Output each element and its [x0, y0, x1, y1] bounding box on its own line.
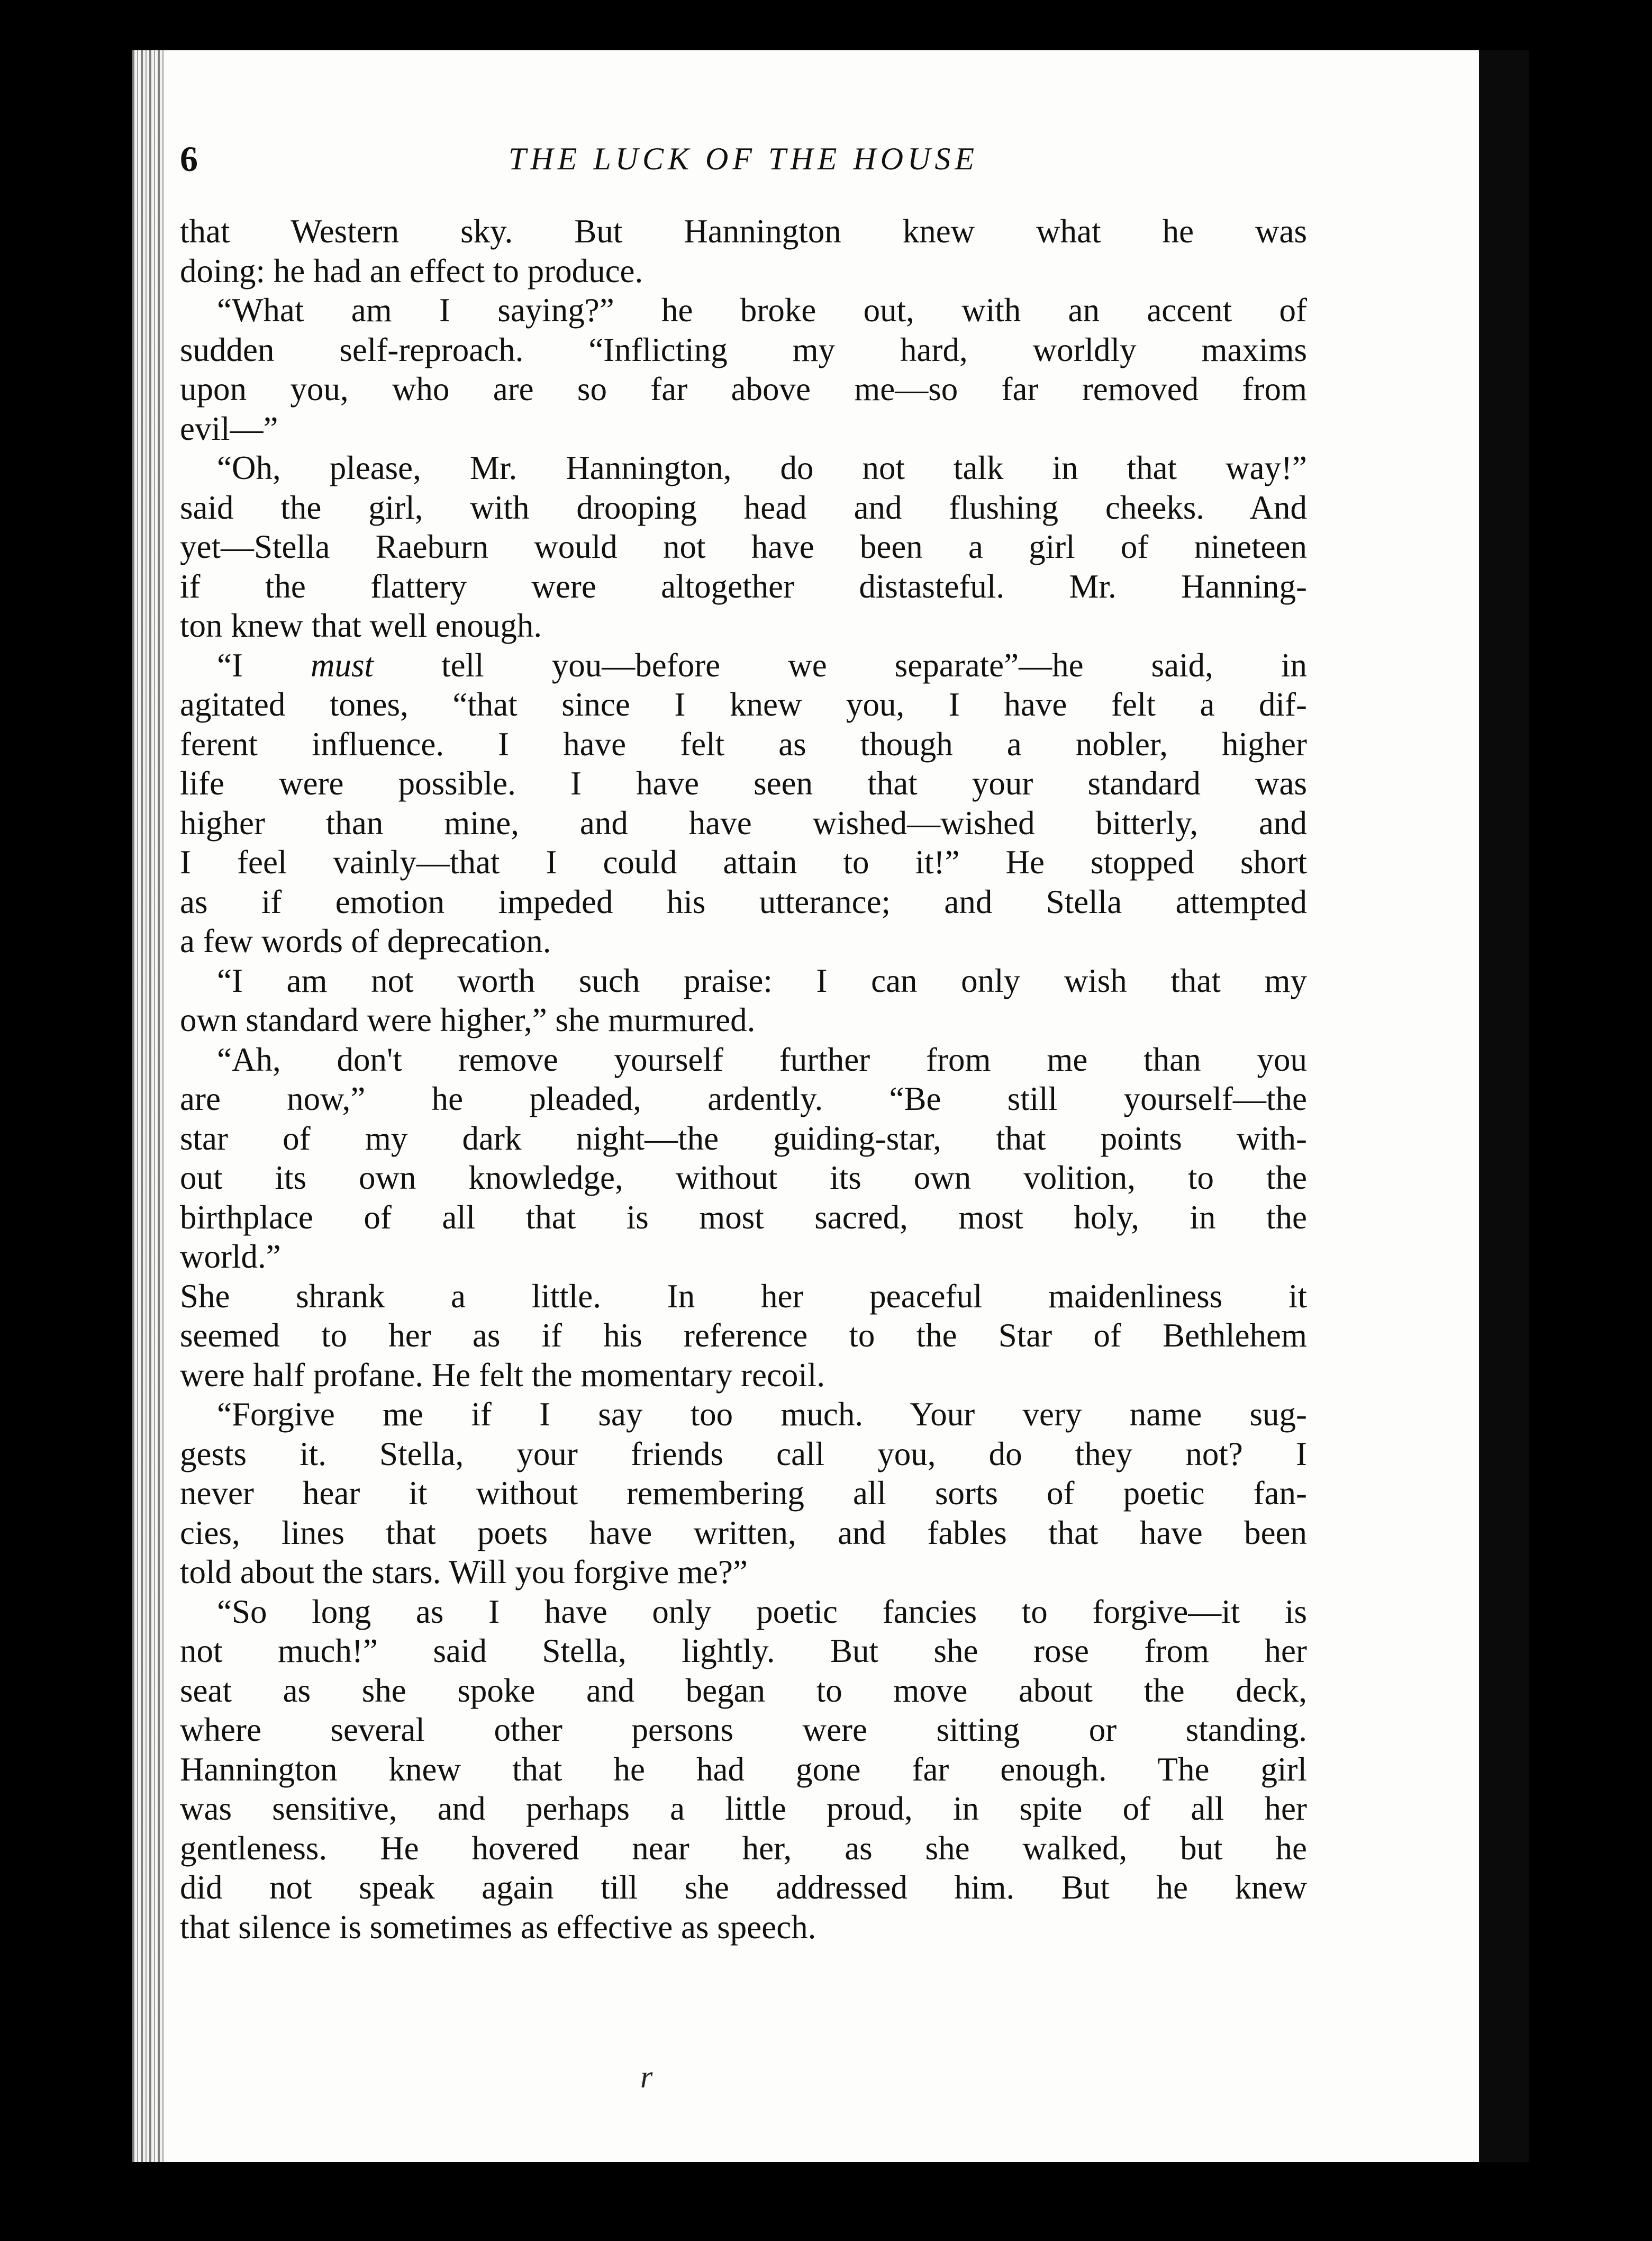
text-line: gests it. Stella, your friends call you, do they not? I: [180, 1435, 1307, 1472]
text-line: as if emotion impeded his utterance; and Stella attempted: [180, 883, 1307, 920]
text-line: was sensitive, and perhaps a little proud, in spite of all her: [180, 1790, 1307, 1827]
signature-mark: r: [640, 2059, 653, 2094]
text-line: never hear it without remembering all sorts of poetic fan-: [180, 1475, 1307, 1512]
text-span: “I: [217, 646, 311, 684]
text-line: out its own knowledge, without its own volition, to the: [180, 1159, 1307, 1196]
page-binding-edge: [132, 50, 164, 2162]
text-line: yet—Stella Raeburn would not have been a girl of nineteen: [180, 528, 1307, 565]
book-title: THE LUCK OF THE HOUSE: [508, 141, 979, 176]
text-line: “I am not worth such praise: I can only wish that my: [217, 962, 1307, 999]
text-span: tell you—before we separate”—he said, in: [374, 646, 1307, 684]
text-line: if the flattery were altogether distasteful. Mr. Hanning-: [180, 567, 1307, 605]
text-line: a few words of deprecation.: [180, 923, 551, 960]
text-line: seemed to her as if his reference to the Star of Bethlehem: [180, 1317, 1307, 1354]
text-body: [180, 212, 1307, 1947]
text-line: ton knew that well enough.: [180, 607, 542, 644]
text-line: “What am I saying?” he broke out, with an accent of: [217, 292, 1307, 329]
text-line: doing: he had an effect to produce.: [180, 252, 643, 290]
text-line: seat as she spoke and began to move about the deck,: [180, 1671, 1307, 1709]
text-line: evil—”: [180, 410, 278, 447]
text-line: did not speak again till she addressed him. But he knew: [180, 1869, 1307, 1906]
text-line: where several other persons were sitting or standing.: [180, 1711, 1307, 1748]
text-line: cies, lines that poets have written, and fables that have been: [180, 1514, 1307, 1551]
text-line: were half profane. He felt the momentary recoil.: [180, 1356, 825, 1394]
text-line: birthplace of all that is most sacred, most holy, in the: [180, 1198, 1307, 1236]
text-line: world.”: [180, 1238, 281, 1275]
text-line: star of my dark night—the guiding-star, that points with-: [180, 1119, 1307, 1157]
text-line: “So long as I have only poetic fancies to forgive—it is: [217, 1593, 1307, 1630]
text-line: sudden self-reproach. “Inflicting my hard, worldly maxims: [180, 331, 1307, 368]
text-line: that silence is sometimes as effective as speech.: [180, 1908, 816, 1946]
text-line: that Western sky. But Hannington knew what he was: [180, 213, 1307, 250]
emphasis-word: must: [311, 646, 374, 684]
text-line: higher than mine, and have wished—wished bitterly, and: [180, 804, 1307, 842]
text-line: agitated tones, “that since I knew you, I have felt a dif-: [180, 686, 1307, 723]
text-line: are now,” he pleaded, ardently. “Be still yourself—the: [180, 1080, 1307, 1117]
text-line: not much!” said Stella, lightly. But she rose from her: [180, 1632, 1307, 1669]
text-line: She shrank a little. In her peaceful maidenliness it: [180, 1277, 1307, 1315]
running-head: [180, 135, 1307, 183]
text-line: said the girl, with drooping head and flushing cheeks. And: [180, 489, 1307, 526]
text-line: gentleness. He hovered near her, as she walked, but he: [180, 1829, 1307, 1867]
text-line: [180, 646, 1307, 685]
text-line: told about the stars. Will you forgive me?”: [180, 1553, 748, 1591]
text-line: “Forgive me if I say too much. Your very name sug-: [217, 1396, 1307, 1433]
text-line: I feel vainly—that I could attain to it!” He stopped short: [180, 844, 1307, 881]
text-line: Hannington knew that he had gone far enough. The girl: [180, 1750, 1307, 1788]
text-line: ferent influence. I have felt as though a nobler, higher: [180, 725, 1307, 763]
text-line: upon you, who are so far above me—so far removed from: [180, 371, 1307, 408]
page-number: 6: [180, 139, 198, 179]
text-line: “Oh, please, Mr. Hannington, do not talk in that way!”: [217, 449, 1307, 486]
text-line: life were possible. I have seen that your standard was: [180, 765, 1307, 802]
text-line: “Ah, don't remove yourself further from me than you: [217, 1041, 1307, 1078]
text-line: own standard were higher,” she murmured.: [180, 1001, 756, 1038]
page-scan-shadow: [1479, 50, 1529, 2162]
